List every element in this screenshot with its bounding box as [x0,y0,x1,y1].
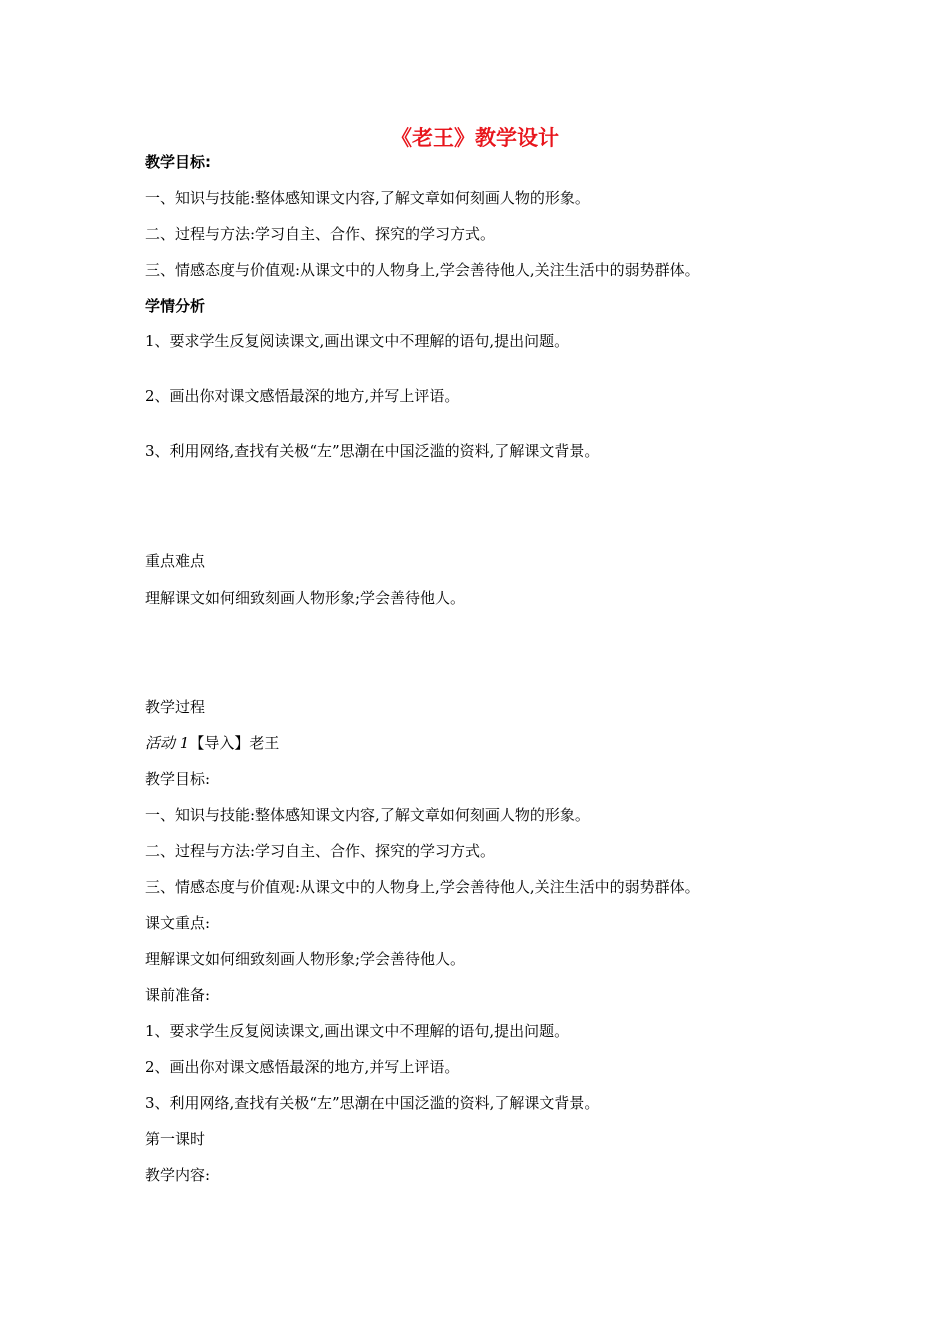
analysis-heading: 学情分析 [145,297,206,315]
process-goal-item: 三、情感态度与价值观:从课文中的人物身上,学会善待他人,关注生活中的弱势群体。 [145,878,700,896]
process-goals-heading: 教学目标: [145,770,211,788]
activity-title: 【导入】老王 [189,734,280,752]
prep-item: 1、要求学生反复阅读课文,画出课文中不理解的语句,提出问题。 [145,1022,570,1040]
goals-heading: 教学目标: [145,153,211,171]
goal-item: 二、过程与方法:学习自主、合作、探究的学习方式。 [145,225,496,243]
process-goal-item: 二、过程与方法:学习自主、合作、探究的学习方式。 [145,842,496,860]
goal-item: 三、情感态度与价值观:从课文中的人物身上,学会善待他人,关注生活中的弱势群体。 [145,261,700,279]
prep-item: 3、利用网络,查找有关极“左”思潮在中国泛滥的资料,了解课文背景。 [145,1094,600,1112]
lesson-heading: 第一课时 [145,1130,206,1148]
focus-heading: 课文重点: [145,914,211,932]
activity-line [145,733,279,753]
content-heading: 教学内容: [145,1166,211,1184]
process-heading: 教学过程 [145,698,206,716]
analysis-item: 2、画出你对课文感悟最深的地方,并写上评语。 [145,387,460,405]
key-text: 理解课文如何细致刻画人物形象;学会善待他人。 [145,589,466,607]
key-heading: 重点难点 [145,552,206,570]
prep-heading: 课前准备: [145,986,211,1004]
activity-prefix: 活动 1 [145,734,190,752]
analysis-item: 1、要求学生反复阅读课文,画出课文中不理解的语句,提出问题。 [145,332,570,350]
document-title: 《老王》教学设计 [391,126,559,150]
process-goal-item: 一、知识与技能:整体感知课文内容,了解文章如何刻画人物的形象。 [145,806,590,824]
prep-item: 2、画出你对课文感悟最深的地方,并写上评语。 [145,1058,460,1076]
analysis-item: 3、利用网络,查找有关极“左”思潮在中国泛滥的资料,了解课文背景。 [145,442,600,460]
focus-text: 理解课文如何细致刻画人物形象;学会善待他人。 [145,950,466,968]
goal-item: 一、知识与技能:整体感知课文内容,了解文章如何刻画人物的形象。 [145,189,590,207]
